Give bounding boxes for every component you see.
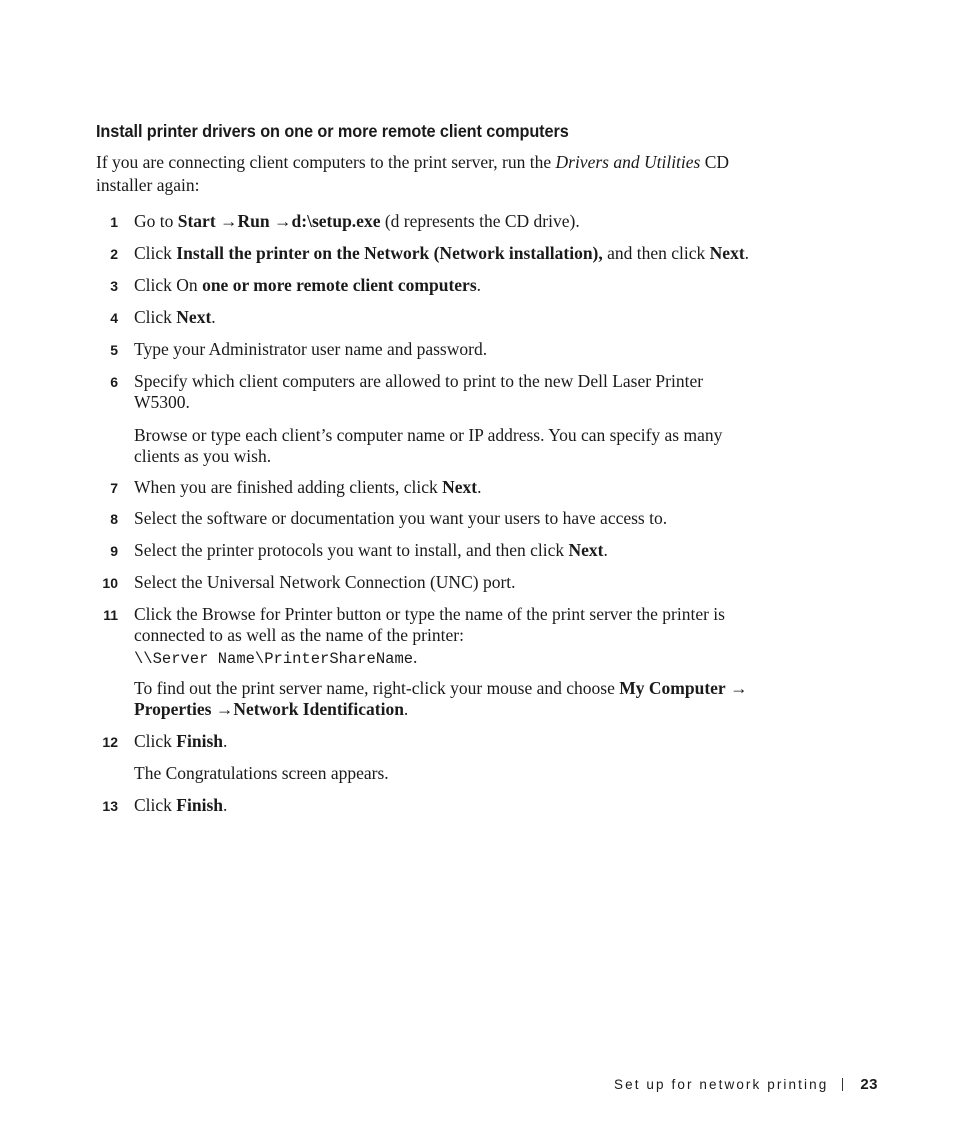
step-number: 8 — [110, 511, 118, 527]
text-run: Go to — [134, 211, 178, 231]
text-run: Click On — [134, 275, 203, 295]
footer-divider — [842, 1078, 843, 1091]
step-number: 7 — [110, 480, 118, 496]
bold-term: Next — [176, 307, 212, 327]
step-number: 5 — [110, 342, 118, 358]
bold-term: My Computer — [619, 678, 726, 698]
text-run: Click — [134, 731, 177, 751]
step-text — [134, 795, 774, 816]
text-run: and then click — [602, 243, 710, 263]
step-text — [134, 477, 774, 498]
text-run: (d represents the CD drive). — [380, 211, 580, 231]
step-number: 12 — [102, 734, 118, 750]
text-run: . — [413, 647, 418, 667]
text-run: . — [403, 699, 409, 719]
bold-term: Finish — [176, 795, 223, 815]
step-number: 6 — [110, 374, 118, 390]
arrow-icon: → — [725, 678, 748, 698]
step-note — [134, 678, 774, 720]
step-number: 10 — [102, 575, 118, 591]
step-text — [134, 731, 774, 752]
arrow-icon: → — [269, 211, 292, 231]
step-text: Select the Universal Network Connection (UNC) port. — [134, 572, 516, 592]
step-text — [134, 540, 774, 561]
bold-term: d:\setup.exe — [291, 211, 381, 231]
step-text — [134, 243, 774, 264]
step-number: 3 — [110, 278, 118, 294]
text-run: To find out the print server name, right-click your mouse and choose — [134, 678, 620, 698]
step-text — [134, 211, 774, 232]
step-number: 4 — [110, 310, 118, 326]
step-text: Select the software or documentation you want your users to have access to. — [134, 508, 668, 528]
page-footer — [614, 1076, 878, 1093]
unc-path-code: \\Server Name\PrinterShareName — [134, 650, 414, 668]
bold-term: Run — [237, 211, 270, 231]
text-run: . — [744, 243, 750, 263]
step-text — [134, 275, 774, 296]
unc-path-line — [134, 647, 774, 670]
footer-section-title: Set up for network printing — [614, 1077, 829, 1092]
step-text: Click the Browse for Printer button or type the name of the print server the printer is connected to as well as the name of the printer: — [134, 604, 725, 645]
bold-term: Properties — [134, 699, 212, 719]
step-note: Browse or type each client’s computer name or IP address. You can specify as many clients as you wish. — [134, 425, 723, 466]
text-run: Click — [134, 243, 177, 263]
bold-term: one or more remote client computers — [202, 275, 477, 295]
intro-text-end: CD installer again: — [96, 152, 730, 195]
bold-term: Finish — [176, 731, 223, 751]
intro-text: If you are connecting client computers to the print server, run the — [96, 152, 556, 172]
page-number: 23 — [860, 1076, 878, 1093]
step-text — [134, 307, 774, 328]
text-run: . — [476, 275, 482, 295]
text-run: Click — [134, 307, 177, 327]
intro-italic-title: Drivers and Utilities — [555, 152, 701, 172]
step-number: 2 — [110, 246, 118, 262]
bold-term: Next — [709, 243, 745, 263]
step-number: 1 — [110, 214, 118, 230]
step-text: Type your Administrator user name and password. — [134, 339, 488, 359]
bold-term: Start — [177, 211, 216, 231]
arrow-icon: → — [211, 699, 234, 719]
section-heading: Install printer drivers on one or more remote client computers — [96, 121, 569, 141]
text-run: . — [477, 477, 482, 497]
step-number: 9 — [110, 543, 118, 559]
bold-term: Install the printer on the Network (Network installation), — [176, 243, 603, 263]
step-number: 13 — [102, 798, 118, 814]
text-run: . — [223, 795, 228, 815]
step-number: 11 — [103, 607, 118, 623]
text-run: Select the printer protocols you want to install, and then click — [134, 540, 569, 560]
step-text: Specify which client computers are allowed to print to the new Dell Laser Printer W5300. — [134, 371, 704, 412]
text-run: When you are finished adding clients, click — [134, 477, 443, 497]
text-run: . — [603, 540, 608, 560]
text-run: . — [223, 731, 228, 751]
step-note: The Congratulations screen appears. — [134, 763, 389, 783]
bold-term: Network Identification — [233, 699, 404, 719]
text-run: . — [211, 307, 216, 327]
bold-term: Next — [568, 540, 604, 560]
intro-paragraph — [96, 151, 776, 197]
arrow-icon: → — [215, 211, 238, 231]
text-run: Click — [134, 795, 177, 815]
bold-term: Next — [442, 477, 478, 497]
